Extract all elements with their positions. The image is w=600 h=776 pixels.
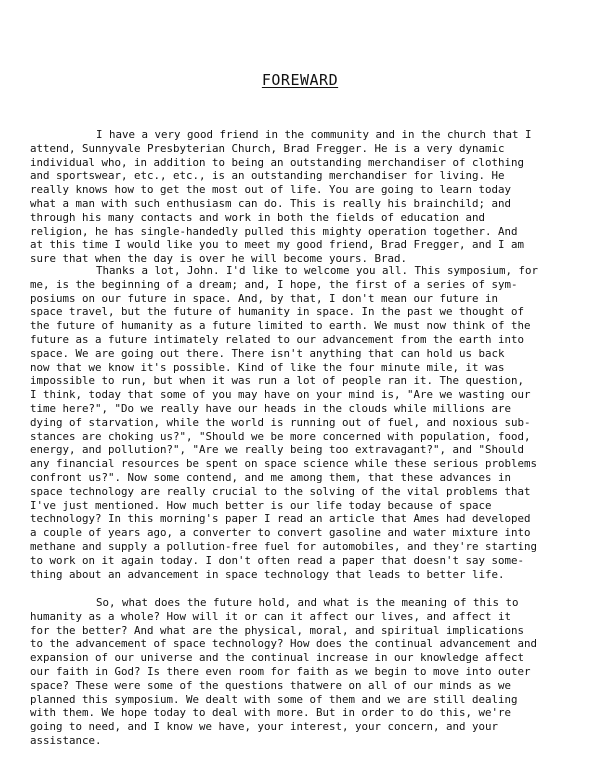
text-line: through his many contacts and work in both the fields of education and [30,210,486,224]
text-line: Thanks a lot, John. I'd like to welcome you all. This symposium, for [96,264,539,277]
text-line: for the better? And what are the physical, moral, and spiritual implications [30,623,525,637]
text-line: now that we know it's possible. Kind of like the four minute mile, it was [30,360,505,374]
text-line: energy, and pollution?", "Are we really being too extravagant?", and "Should [30,443,525,457]
text-line: So, what does the future hold, and what is the meaning of this to [96,596,519,609]
paragraph-introduction [30,128,590,266]
text-line: and sportswear, etc., etc., is an outstanding merchandiser for living. He [30,169,505,183]
text-line: thing about an advancement in space technology that leads to better life. [30,567,505,581]
text-line: time here?", "Do we really have our heads in the clouds while millions are [30,401,512,415]
text-line: really knows how to get the most out of life. You are going to learn today [30,183,512,197]
text-line: a couple of years ago, a converter to convert gasoline and water mixture into [30,526,531,540]
text-line: dying of starvation, while the world is running out of fuel, and noxious sub- [30,415,531,429]
text-line: what a man with such enthusiasm can do. This is really his brainchild; and [30,196,512,210]
text-line: any financial resources be spent on space science while these serious problems [30,457,538,471]
text-line: to work on it again today. I don't often read a paper that doesn't say some- [30,553,525,567]
text-line: humanity as a whole? How will it or can it affect our lives, and affect it [30,609,512,623]
text-line: attend, Sunnyvale Presbyterian Church, Brad Fregger. He is a very dynamic [30,141,505,155]
text-line: space travel, but the future of humanity in space. In the past we thought of [30,305,525,319]
text-line: with them. We hope today to deal with more. But in order to do this, we're [30,706,512,720]
text-line: space technology are really crucial to the solving of the vital problems that [30,484,531,498]
text-line: impossible to run, but when it was run a lot of people ran it. The question, [30,374,525,388]
text-line: the future of humanity as a future limited to earth. We must now think of the [30,319,531,333]
text-line: our faith in God? Is there even room for faith as we begin to move into outer [30,664,531,678]
text-line: stances are choking us?", "Should we be more concerned with population, food, [30,429,531,443]
text-line: to the advancement of space technology? How does the continual advancement and [30,637,538,651]
page-title [0,71,600,89]
paragraph-conclusion [30,596,590,748]
text-line: going to need, and I know we have, your interest, your concern, and your [30,720,499,734]
paragraph-welcome [30,264,590,581]
text-line: confront us?". Now some contend, and me among them, that these advances in [30,470,512,484]
text-line: expansion of our universe and the continual increase in our knowledge affect [30,651,525,665]
text-line: sure that when the day is over he will become yours. Brad. [30,252,408,266]
text-line: I have a very good friend in the community and in the church that I [96,128,532,141]
text-line: technology? In this morning's paper I read an article that Ames had developed [30,512,531,526]
text-line: I've just mentioned. How much better is our life today because of space [30,498,492,512]
text-line: at this time I would like you to meet my good friend, Brad Fregger, and I am [30,238,525,252]
text-line: assistance. [30,733,102,747]
text-line: space? These were some of the questions thatwere on all of our minds as we [30,678,512,692]
text-line: I think, today that some of you may have on your mind is, "Are we wasting our [30,388,531,402]
title-text: FOREWARD [261,71,339,89]
text-line: future as a future intimately related to our advancement from the earth into [30,332,525,346]
text-line: space. We are going out there. There isn't anything that can hold us back [30,346,505,360]
text-line: posiums on our future in space. And, by that, I don't mean our future in [30,291,499,305]
text-line: individual who, in addition to being an outstanding merchandiser of clothing [30,155,525,169]
text-line: planned this symposium. We dealt with some of them and we are still dealing [30,692,518,706]
text-line: me, is the beginning of a dream; and, I hope, the first of a series of sym- [30,277,518,291]
text-line: religion, he has single-handedly pulled this mighty operation together. And [30,224,518,238]
text-line: methane and supply a pollution-free fuel for automobiles, and they're starting [30,539,538,553]
